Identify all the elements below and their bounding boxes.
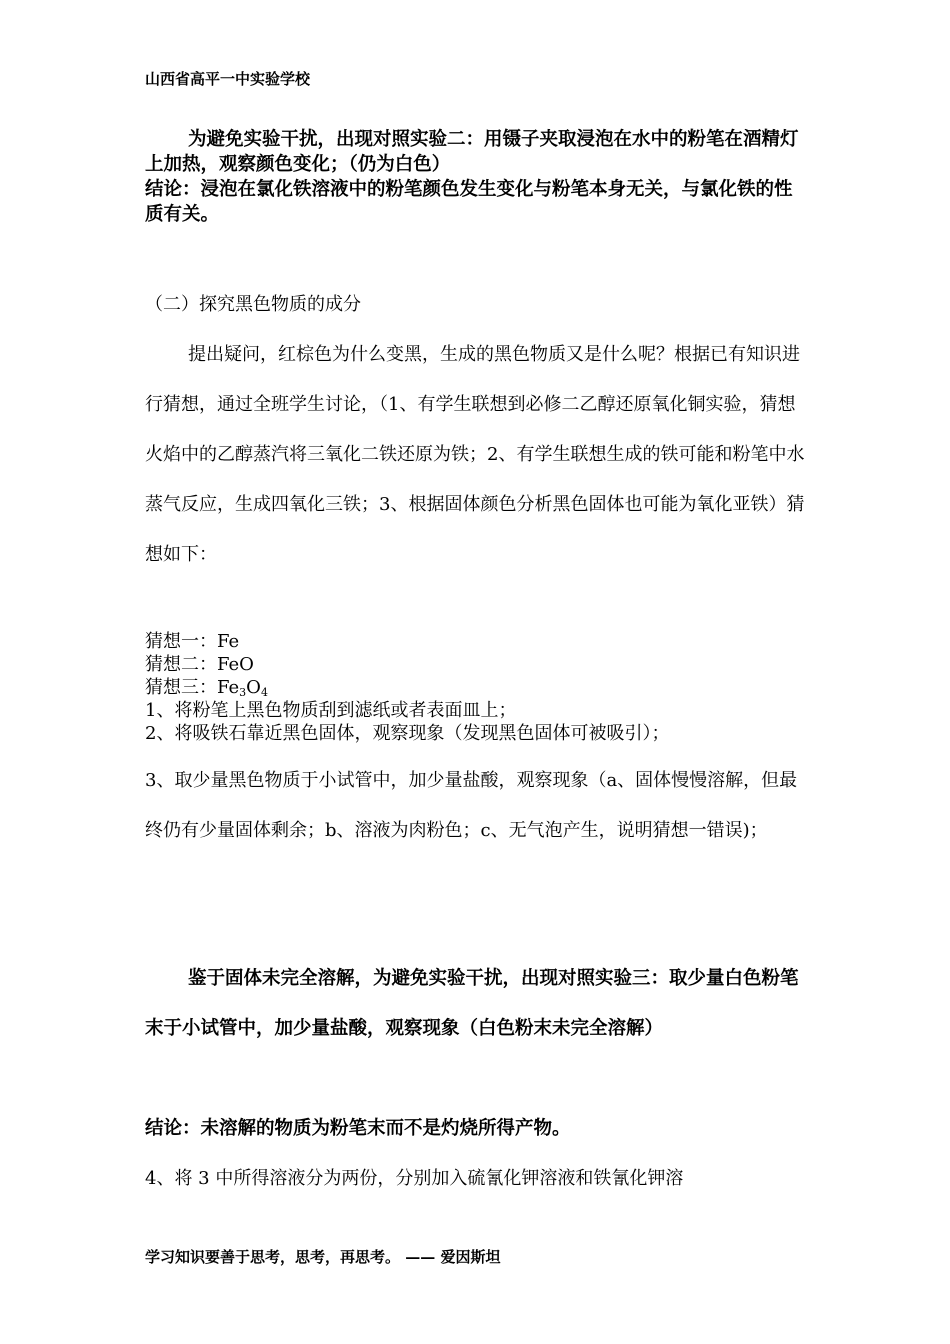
page-footer-quote: 学习知识要善于思考，思考，再思考。 —— 爱因斯坦: [145, 1248, 501, 1266]
control-experiment-2: 为避免实验干扰，出现对照实验二：用镊子夹取浸泡在水中的粉笔在酒精灯上加热，观察颜色变化；（仍为白色）: [145, 129, 799, 175]
step-4: 4、将 3 中所得溶液分为两份，分别加入硫氰化钾溶液和铁氰化钾溶: [145, 1168, 684, 1189]
conclusion-3: 结论：未溶解的物质为粉笔末而不是灼烧所得产物。: [145, 1118, 571, 1139]
step-1: 1、将粉笔上黑色物质刮到滤纸或者表面皿上；: [145, 700, 517, 721]
guess-2: 猜想二：FeO: [145, 654, 254, 675]
guess-3: 猜想三：$Fe_3O_4$: [145, 677, 268, 699]
control-experiment-2-block: [145, 127, 810, 227]
control-experiment-3: 鉴于固体未完全溶解，为避免实验干扰，出现对照实验三：取少量白色粉笔末于小试管中，加少量盐酸，观察现象（白色粉末未完全溶解）: [145, 968, 799, 1039]
step-3: 3、取少量黑色物质于小试管中，加少量盐酸，观察现象（a、固体慢慢溶解，但最终仍有少量固体剩余；b、溶液为肉粉色；c、无气泡产生，说明猜想一错误)；: [145, 770, 798, 841]
conclusion-1: 结论：浸泡在氯化铁溶液中的粉笔颜色发生变化与粉笔本身无关，与氯化铁的性质有关。: [145, 179, 793, 225]
guesses-list: [145, 630, 810, 745]
page-header: 山西省高平一中实验学校: [145, 70, 311, 88]
section-2-title: （二）探究黑色物质的成分: [145, 294, 361, 315]
hypothesis-paragraph: 提出疑问，红棕色为什么变黑，生成的黑色物质又是什么呢？根据已有知识进行猜想，通过全班学生讨论，（1、有学生联想到必修二乙醇还原氧化铜实验，猜想火焰中的乙醇蒸汽将三氧化二铁还原为铁；2、有学生联想生成的铁可能和粉笔中水蒸气反应，生成四氧化三铁；3、根据固体颜色分析黑色固体也可能为氧化亚铁）猜想如下：: [145, 344, 805, 565]
guess-1: 猜想一：Fe: [145, 631, 240, 652]
step-2: 2、将吸铁石靠近黑色固体，观察现象（发现黑色固体可被吸引）；: [145, 723, 670, 744]
